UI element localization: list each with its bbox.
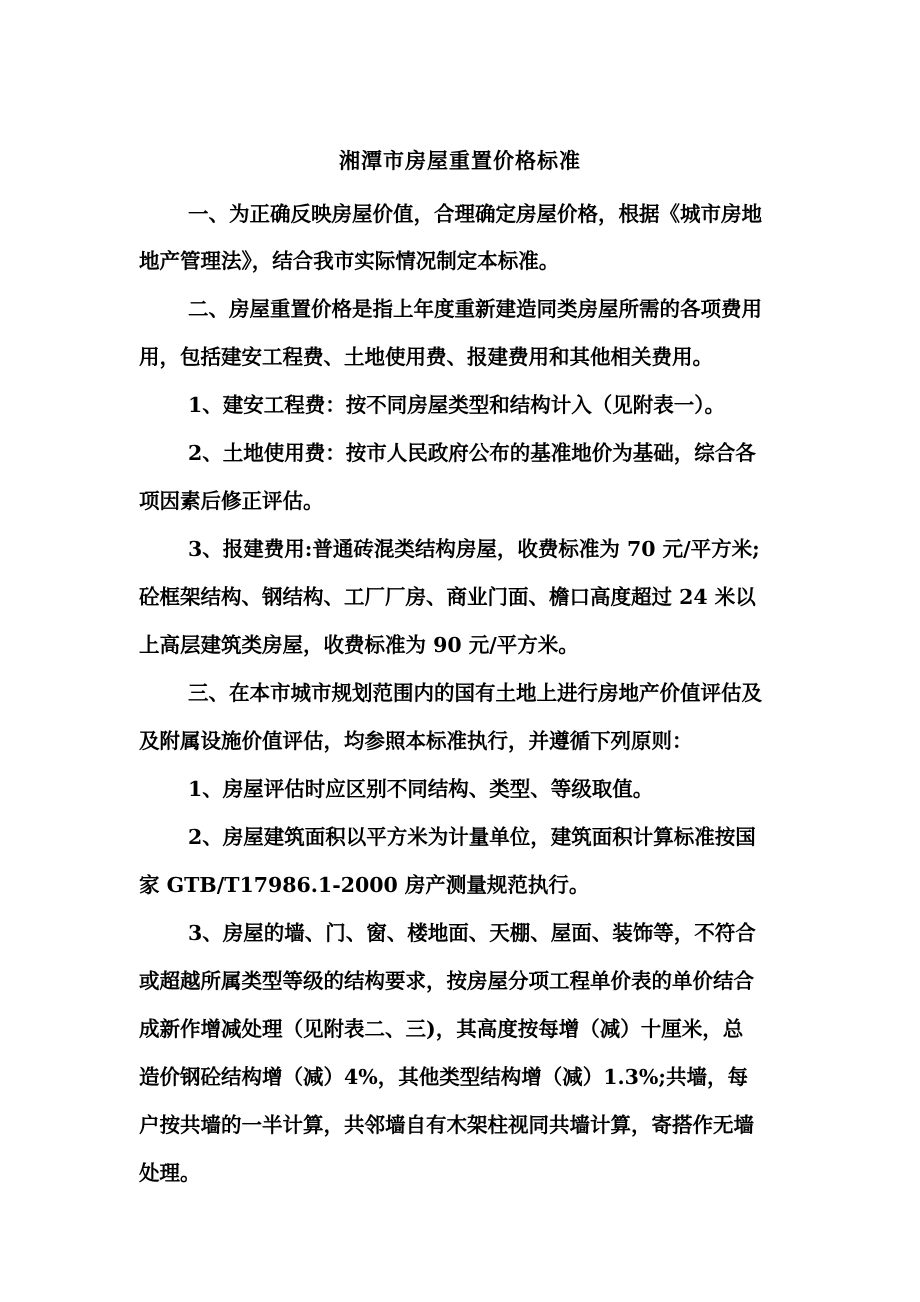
item-1-3-line-3: 上高层建筑类房屋，收费标准为 90 元/平方米。 xyxy=(139,633,579,657)
item-3-1-line-1: 1、房屋评估时应区别不同结构、类型、等级取值。 xyxy=(188,777,654,801)
paragraph-2-line-2: 用，包括建安工程费、土地使用费、报建费用和其他相关费用。 xyxy=(139,345,713,369)
item-3-3-line-4: 造价钢砼结构增（减）4%，其他类型结构增（减）1.3%;共墙，每 xyxy=(139,1065,748,1089)
item-3-2-line-1: 2、房屋建筑面积以平方米为计量单位，建筑面积计算标准按国 xyxy=(188,825,756,849)
item-1-3-line-1: 3、报建费用:普通砖混类结构房屋，收费标准为 70 元/平方米; xyxy=(188,537,760,561)
item-1-1-line-1: 1、建安工程费：按不同房屋类型和结构计入（见附表一）。 xyxy=(188,393,726,417)
paragraph-3-line-1: 三、在本市城市规划范围内的国有土地上进行房地产价值评估及 xyxy=(188,681,762,705)
paragraph-1-line-1: 一、为正确反映房屋价值，合理确定房屋价格，根据《城市房地 xyxy=(188,202,762,226)
item-3-2-line-2: 家 GTB/T17986.1-2000 房产测量规范执行。 xyxy=(139,873,590,897)
paragraph-1-line-2: 地产管理法》，结合我市实际情况制定本标准。 xyxy=(139,249,560,273)
item-1-3-line-2: 砼框架结构、钢结构、工厂厂房、商业门面、檐口高度超过 24 米以 xyxy=(139,585,756,609)
item-3-3-line-5: 户按共墙的一半计算，共邻墙自有木架柱视同共墙计算，寄搭作无墙 xyxy=(139,1113,754,1137)
item-3-3-line-1: 3、房屋的墙、门、窗、楼地面、天棚、屋面、装饰等，不符合 xyxy=(188,921,756,945)
item-1-2-line-1: 2、土地使用费：按市人民政府公布的基准地价为基础，综合各 xyxy=(188,441,756,465)
paragraph-3-line-2: 及附属设施价值评估，均参照本标准执行，并遵循下列原则： xyxy=(139,729,693,753)
item-3-3-line-2: 或超越所属类型等级的结构要求，按房屋分项工程单价表的单价结合 xyxy=(139,969,754,993)
item-3-3-line-6: 处理。 xyxy=(139,1161,201,1185)
item-1-2-line-2: 项因素后修正评估。 xyxy=(139,489,324,513)
document-title: 湘潭市房屋重置价格标准 xyxy=(339,148,581,173)
item-3-3-line-3: 成新作增减处理（见附表二、三)，其高度按每增（减）十厘米，总 xyxy=(139,1017,744,1041)
paragraph-2-line-1: 二、房屋重置价格是指上年度重新建造同类房屋所需的各项费用 xyxy=(188,297,762,321)
